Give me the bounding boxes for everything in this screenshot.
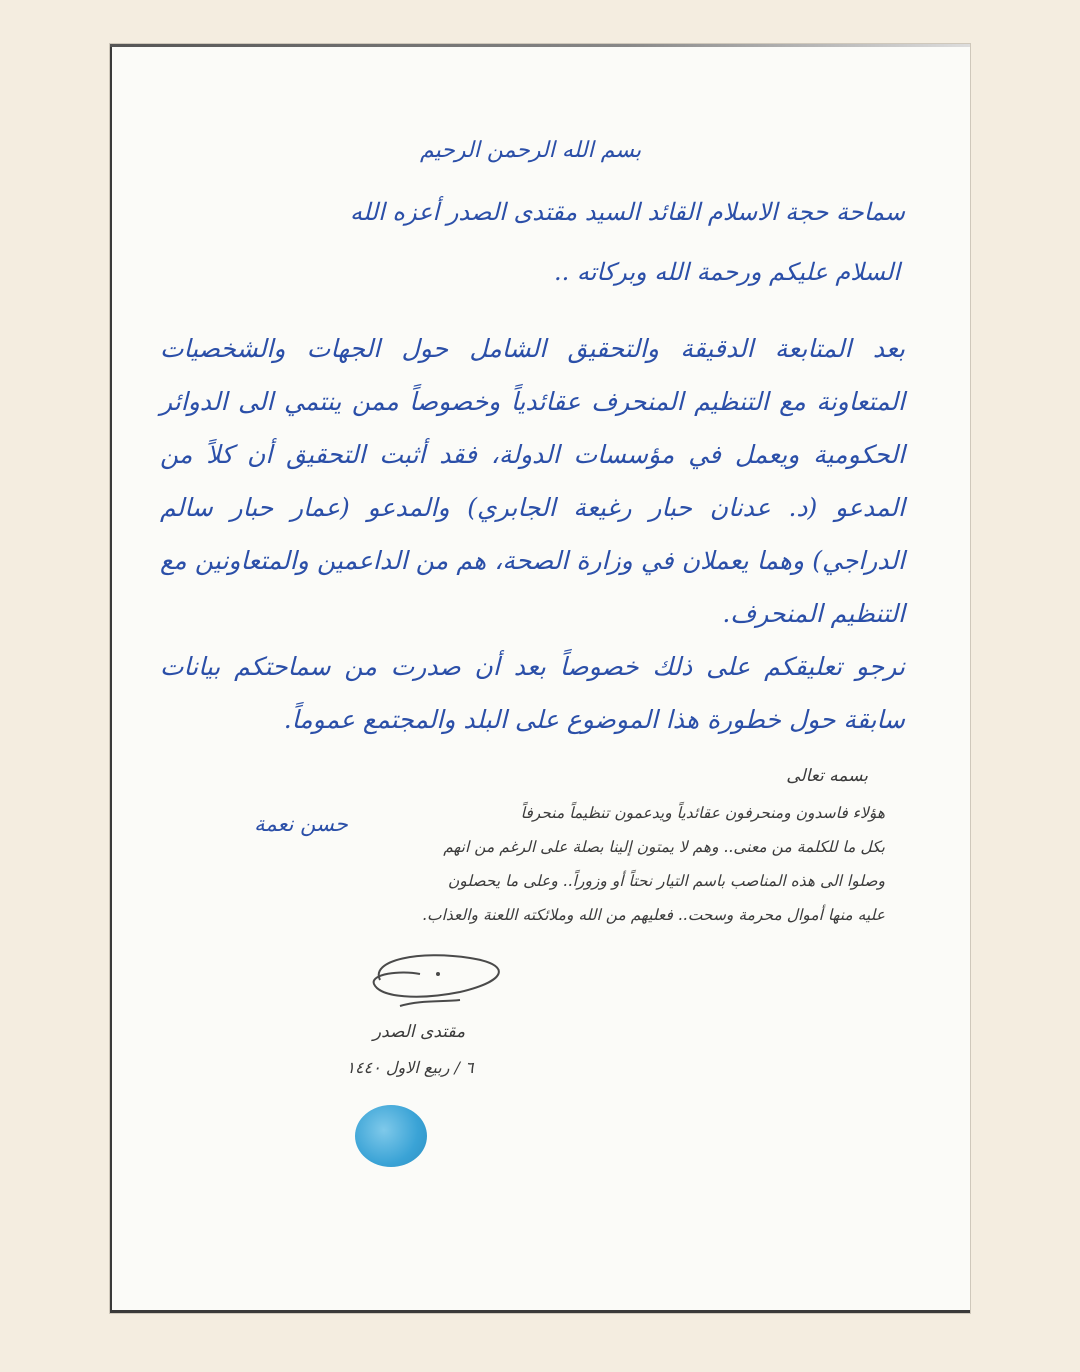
letter-paragraph: نرجو تعليقكم على ذلك خصوصاً بعد أن صدرت من سماحتكم بيانات سابقة حول خطورة هذا الموضوع على البلد والمجتمع عموماً. (160, 652, 905, 734)
reply-body (355, 796, 885, 932)
reply-heading: بسمه تعالى (786, 766, 868, 786)
reply-line: بكل ما للكلمة من معنى.. وهم لا يمتون إلينا بصلة على الرغم من انهم (443, 838, 885, 856)
signature-name: مقتدى الصدر (372, 1022, 466, 1042)
letter-body (160, 322, 905, 746)
reply-date: ٦ / ربيع الاول ١٤٤٠ (346, 1058, 474, 1077)
letter-paragraph: بعد المتابعة الدقيقة والتحقيق الشامل حول الجهات والشخصيات المتعاونة مع التنظيم المنحرف عقائدياً وخصوصاً ممن ينتمي الى الدوائر الحكومية ويعمل في مؤسسات الدولة، فقد أثبت التحقيق أن كلاً من المدعو (د. عدنان حبار رغيعة الجابري) والمدعو (عمار حبار سالم الدراجي) وهما يعملان في وزارة الصحة، هم من الداعمين والمتعاونين مع التنظيم المنحرف. (160, 334, 905, 628)
greeting-line: السلام عليكم ورحمة الله وبركاته .. (553, 258, 900, 286)
letter-signer: حسن نعمة (254, 812, 348, 836)
blue-seal-stamp (355, 1105, 427, 1167)
handwritten-signature (360, 940, 520, 1020)
reply-line: عليه منها أموال محرمة وسحت.. فعليهم من الله وملائكته اللعنة والعذاب. (422, 906, 885, 924)
reply-line: هؤلاء فاسدون ومنحرفون عقائدياً ويدعمون تنظيماً منحرفاً (520, 804, 885, 822)
reply-line: وصلوا الى هذه المناصب باسم التيار نحتاً أو وزوراً.. وعلى ما يحصلون (447, 872, 885, 890)
addressee-line: سماحة حجة الاسلام القائد السيد مقتدى الصدر أعزه الله (349, 198, 905, 226)
basmala: بسم الله الرحمن الرحيم (420, 138, 642, 163)
